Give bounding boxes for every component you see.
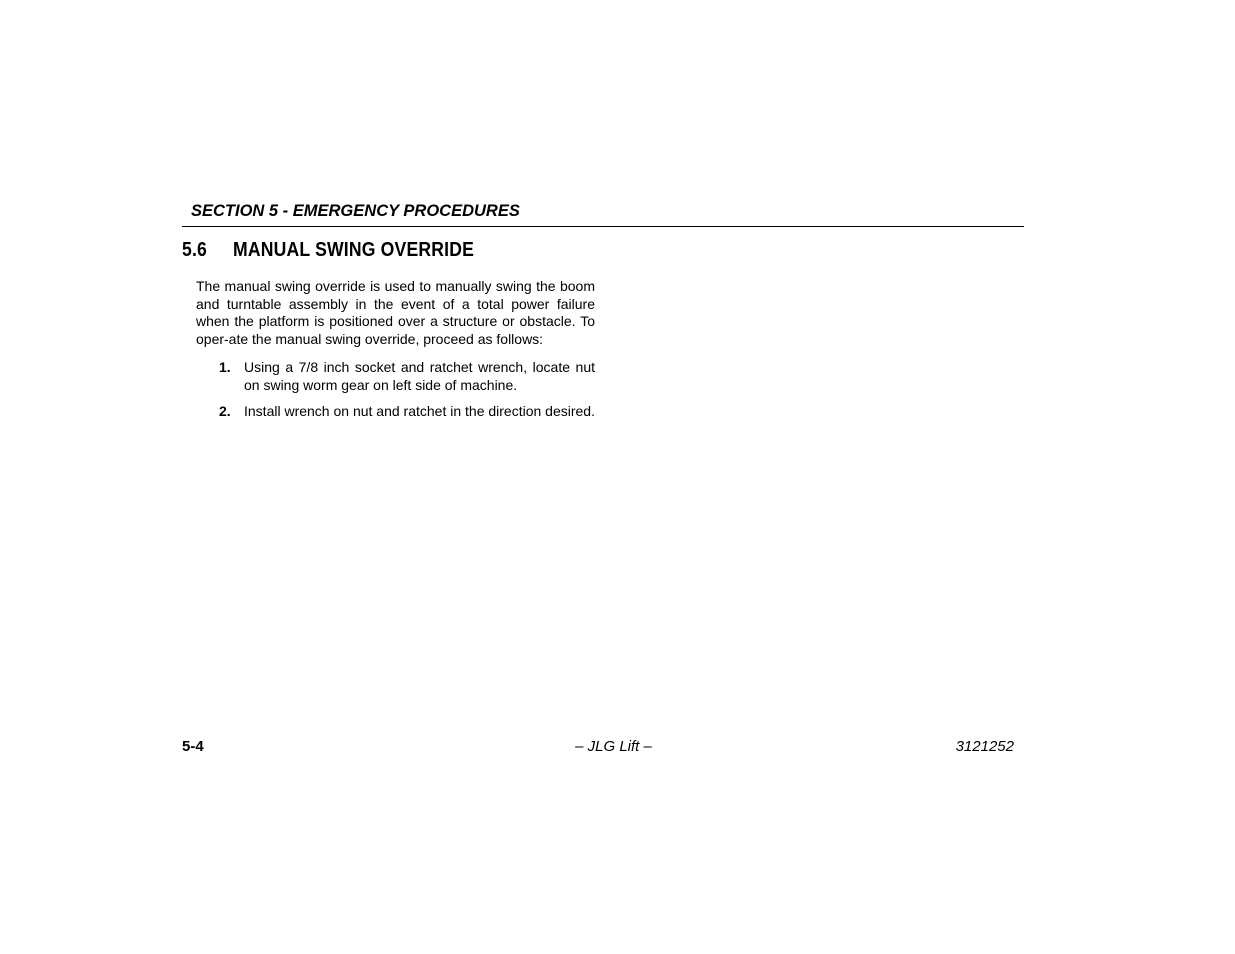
document-number: 3121252 [955, 738, 1014, 755]
procedure-step [219, 359, 595, 394]
step-text: Using a 7/8 inch socket and ratchet wrench, locate nut on swing worm gear on left side of machine. [244, 359, 595, 393]
step-number: 2. [219, 403, 231, 419]
section-heading [182, 239, 474, 262]
section-number: 5.6 [182, 239, 207, 261]
section-title: MANUAL SWING OVERRIDE [233, 239, 475, 261]
header-divider [182, 226, 1024, 227]
step-number: 1. [219, 359, 231, 375]
intro-paragraph: The manual swing override is used to manually swing the boom and turntable assembly in the event of a total power failure when the platform is positioned over a structure or obstacle. To oper-ate the manual swing override, proceed as follows: [196, 278, 595, 347]
procedure-step [219, 403, 595, 421]
step-text: Install wrench on nut and ratchet in the direction desired. [244, 403, 595, 419]
footer-brand: – JLG Lift – [575, 738, 652, 755]
page-number: 5-4 [182, 738, 204, 755]
procedure-steps [219, 359, 595, 430]
section-header-title: SECTION 5 - EMERGENCY PROCEDURES [191, 202, 520, 220]
